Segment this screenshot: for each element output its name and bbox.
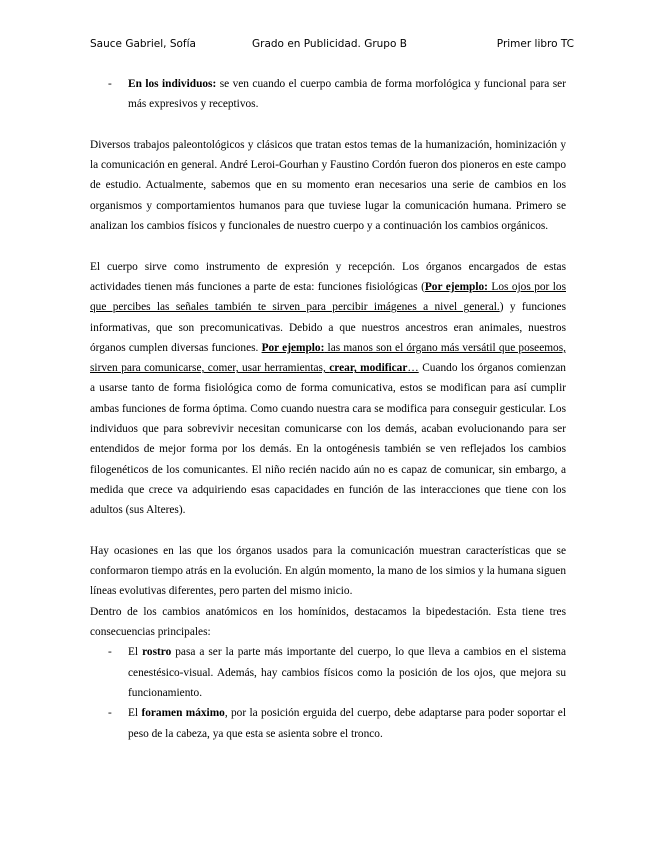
list-item-text: , por la posición erguida del cuerpo, debe adaptarse para poder soportar el peso de la cabeza, ya que esta se asienta sobre el tronco. bbox=[128, 707, 566, 740]
list-item-text: El bbox=[128, 707, 142, 720]
list-item-term: foramen máximo bbox=[141, 707, 225, 720]
header-course: Grado en Publicidad. Grupo B bbox=[252, 38, 407, 50]
list-item-individuos bbox=[90, 74, 566, 115]
paragraph-cuerpo bbox=[90, 257, 566, 521]
paragraph-text: ) y funciones informativas, que son precomunicativas. Debido a que nuestros ancestros eran animales, nuestros órganos cumplen diversas funciones. bbox=[90, 301, 566, 354]
bullet-dash: - bbox=[108, 646, 112, 659]
example-label: Por ejemplo: bbox=[424, 280, 488, 293]
list-item-foramen bbox=[90, 703, 566, 744]
paragraph-trabajos: Diversos trabajos paleontológicos y clásicos que tratan estos temas de la humanización, hominización y la comunicación en general. André Leroi-Gourhan y Faustino Cordón fueron dos pioneros en este campo de estudio. Actualmente, sabemos que en su momento eran necesarios una serie de cambios en los organismos y comportamientos humanos para que tuviese lugar la comunicación humana. Primero se analizan los cambios físicos y funcionales de nuestro cuerpo y a continuación los cambios orgánicos. bbox=[90, 138, 566, 233]
list-item-text: se ven cuando el cuerpo cambia de forma morfológica y funcional para ser más expresivos y receptivos. bbox=[128, 78, 566, 111]
list-item-text: pasa a ser la parte más importante del cuerpo, lo que lleva a cambios en el sistema cenestésico-visual. Además, hay cambios físicos como la posición de los ojos, que mejora su funcionamiento. bbox=[128, 646, 567, 699]
header-author: Sauce Gabriel, Sofía bbox=[90, 38, 196, 50]
list-item-term: En los individuos: bbox=[128, 78, 217, 90]
list-item-text: El bbox=[128, 646, 143, 659]
page-header bbox=[90, 38, 574, 54]
header-book: Primer libro TC bbox=[496, 38, 574, 50]
document-body bbox=[90, 74, 566, 744]
example-text: las manos son el órgano más versátil que poseemos, sirven para comunicarse, comer, usar herramientas, bbox=[90, 341, 566, 375]
paragraph-bipedestacion: Dentro de los cambios anatómicos en los homínidos, destacamos la bipedestación. Esta tiene tres consecuencias principales: bbox=[90, 605, 566, 639]
example-ellipsis: … bbox=[407, 362, 419, 375]
list-item-rostro bbox=[90, 642, 566, 703]
bullet-dash: - bbox=[108, 707, 112, 720]
list-item-term: rostro bbox=[142, 646, 172, 659]
example-text: Los ojos por los que percibes las señales también te sirven para percibir imágenes a nivel general. bbox=[90, 280, 566, 314]
paragraph-text: Cuando los órganos comienzan a usarse tanto de forma fisiológica como de forma comunicativa, estos se modifican para así cumplir ambas funciones de forma óptima. Como cuando nuestra cara se modifica para conseguir gesticular. Los individuos que para sobrevivir necesitan comunicarse con los demás, acaban evolucionando para ser entendidos de mejor forma por los demás. En la ontogénesis también se ven reflejados los cambios filogenéticos de los comunicantes. El niño recién nacido aún no es capaz de comunicar, sin embargo, a medida que crece va adquiriendo esas capacidades en función de las interacciones que tiene con los adultos (sus Alteres). bbox=[90, 362, 566, 517]
paragraph-text: El cuerpo sirve como instrumento de expresión y recepción. Los órganos encargados de estas actividades tienen más funciones a parte de esta: funciones fisiológicas ( bbox=[90, 260, 566, 293]
paragraph-ocasiones: Hay ocasiones en las que los órganos usados para la comunicación muestran características que se conformaron tiempo atrás en la evolución. En algún momento, la mano de los simios y la humana siguen líneas evolutivas diferentes, pero parten del mismo inicio. bbox=[90, 544, 567, 598]
example-label: Por ejemplo: bbox=[261, 341, 325, 354]
bullet-dash: - bbox=[108, 78, 112, 90]
example-bold: crear, modificar bbox=[329, 362, 408, 375]
